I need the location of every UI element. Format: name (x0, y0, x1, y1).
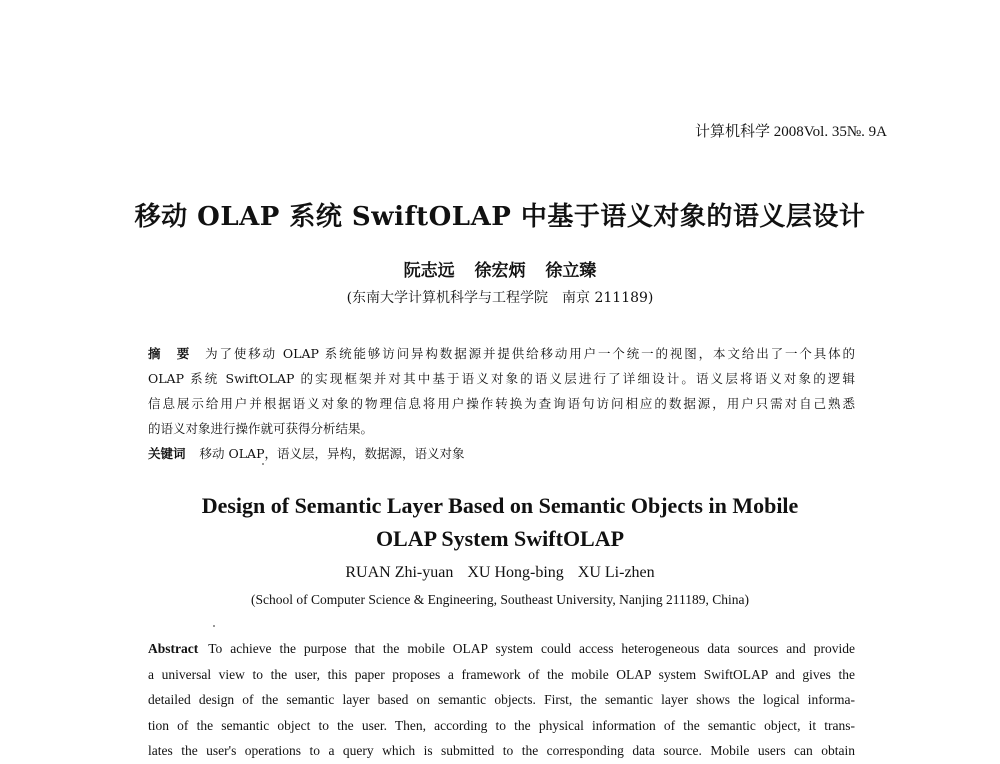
chinese-abstract (148, 341, 855, 466)
abstract-line: 的语义对象进行操作就可获得分析结果。 (148, 421, 374, 436)
author: RUAN Zhi-yuan (345, 564, 454, 581)
title-line: Design of Semantic Layer Based on Semantic Objects in Mobile (201, 493, 799, 518)
abstract-line (148, 341, 855, 366)
abstract-text: To achieve the purpose that the mobile OLAP system could access heterogeneous data sources and provide (208, 641, 855, 656)
abstract-line: OLAP 系统 SwiftOLAP 的实现框架并对其中基于语义对象的语义层进行了详细设计。语义层将语义对象的逻辑 (148, 371, 855, 386)
chinese-title: 移动 OLAP 系统 SwiftOLAP 中基于语义对象的语义层设计 (134, 202, 866, 232)
abstract-line: a universal view to the user, this paper proposes a framework of the mobile OLAP system SwiftOLAP and gives the (148, 666, 855, 682)
english-affiliation: (School of Computer Science & Engineering, Southeast University, Nanjing 211189, China) (251, 592, 749, 607)
title-line: OLAP System SwiftOLAP (375, 526, 625, 551)
english-authors (0, 564, 1000, 582)
abstract-label: 摘 要 (148, 346, 192, 361)
keywords-line (148, 441, 855, 466)
abstract-label: Abstract (148, 641, 199, 656)
chinese-authors (0, 256, 1000, 281)
author: XU Li-zhen (577, 564, 655, 581)
english-abstract (148, 636, 855, 764)
abstract-text: 为了使移动 OLAP 系统能够访问异构数据源并提供给移动用户一个统一的视图，本文给出了一个具体的 (205, 346, 855, 361)
scan-speck (213, 625, 215, 627)
author: 徐宏炳 (474, 261, 526, 281)
abstract-line: tion of the semantic object to the user. Then, according to the physical information of the semantic object, it trans- (148, 717, 855, 733)
english-title (0, 489, 1000, 555)
keywords-text: 移动 OLAP，语义层，异构，数据源，语义对象 (199, 446, 465, 461)
keywords-label: 关键词 (148, 446, 186, 461)
chinese-affiliation: (东南大学计算机科学与工程学院 南京 211189) (346, 290, 654, 306)
author: XU Hong-bing (467, 564, 564, 581)
journal-header: 计算机科学 2008Vol. 35№. 9A (695, 124, 887, 140)
scan-speck (262, 463, 264, 465)
author: 阮志远 (403, 261, 455, 281)
author: 徐立臻 (545, 261, 597, 281)
abstract-line (148, 636, 855, 662)
abstract-line: detailed design of the semantic layer based on semantic objects. First, the semantic layer shows the logical informa- (148, 692, 855, 707)
abstract-line: lates the user's operations to a query which is submitted to the corresponding data source. Mobile users can obtain (148, 743, 855, 758)
abstract-line: 信息展示给用户并根据语义对象的物理信息将用户操作转换为查询语句访问相应的数据源，用户只需对自己熟悉 (148, 396, 855, 411)
